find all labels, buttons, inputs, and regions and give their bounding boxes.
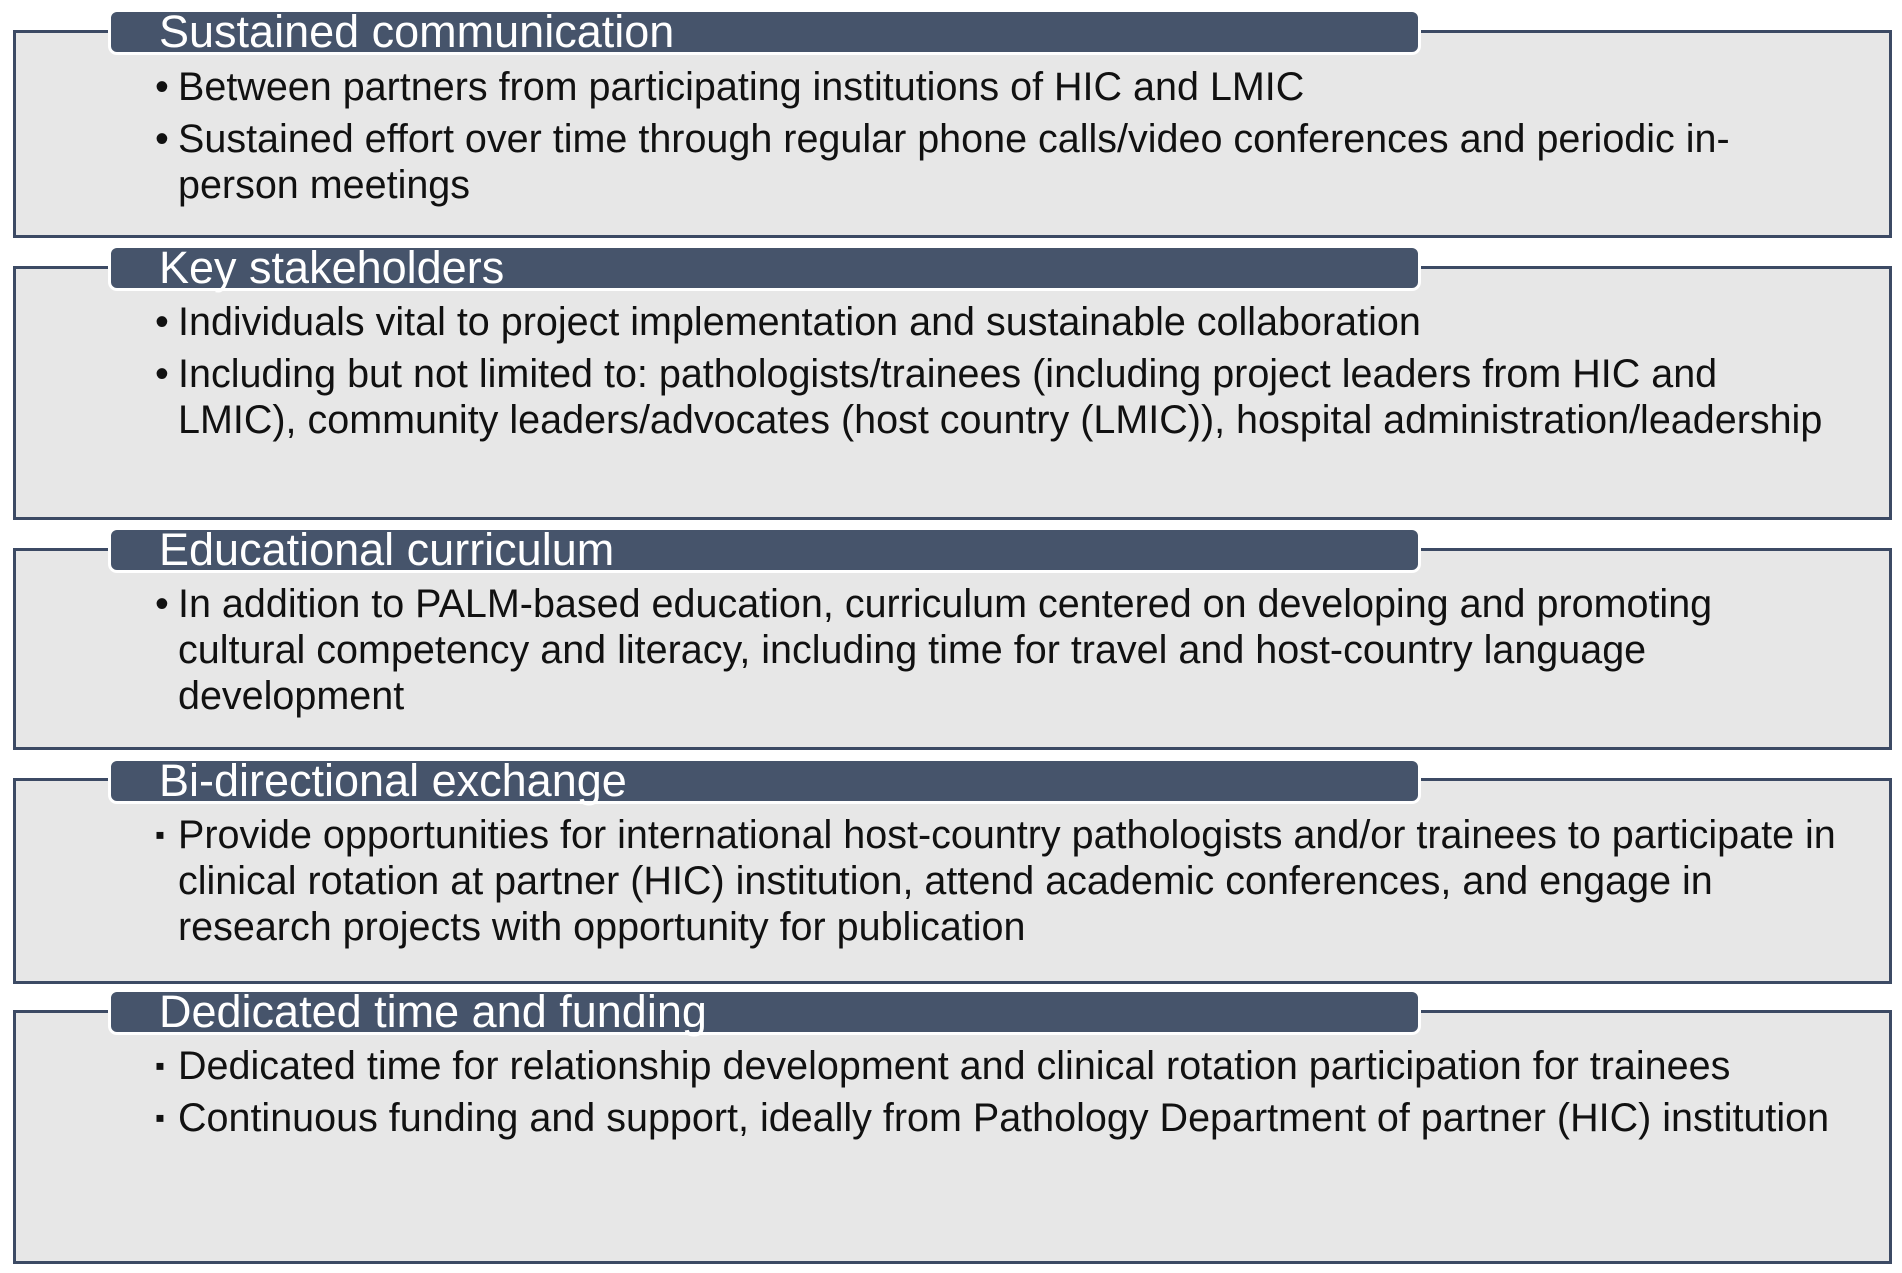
bullet-dot-icon: • [155, 352, 169, 396]
bullet-list [155, 299, 1842, 449]
list-item [155, 299, 1842, 345]
bullet-list [155, 64, 1842, 214]
section-header: Bi-directional exchange [108, 758, 1421, 804]
list-item [155, 812, 1842, 950]
list-item [155, 64, 1842, 110]
item-text: Continuous funding and support, ideally from Pathology Department of partner (HIC) institution [178, 1096, 1830, 1140]
item-text: Individuals vital to project implementation and sustainable collaboration [178, 300, 1421, 344]
section-header: Key stakeholders [108, 245, 1421, 291]
bullet-square-icon: ▪ [155, 1050, 165, 1081]
bullet-dot-icon: • [155, 117, 169, 161]
item-text: Between partners from participating institutions of HIC and LMIC [178, 65, 1305, 109]
section-header: Sustained communication [108, 9, 1421, 55]
list-item [155, 1095, 1842, 1141]
list-item [155, 1043, 1842, 1089]
item-text: Including but not limited to: pathologists/trainees (including project leaders from HIC and LMIC), community leaders/advocates (host country (LMIC)), hospital administration/leadership [178, 352, 1823, 442]
list-item [155, 581, 1842, 719]
list-item [155, 116, 1842, 208]
item-text: Sustained effort over time through regular phone calls/video conferences and periodic in-person meetings [178, 117, 1730, 207]
bullet-square-icon: ▪ [155, 819, 165, 850]
bullet-dot-icon: • [155, 582, 169, 626]
bullet-dot-icon: • [155, 300, 169, 344]
item-text: Dedicated time for relationship development and clinical rotation participation for trainees [178, 1044, 1731, 1088]
bullet-dot-icon: • [155, 65, 169, 109]
item-text: In addition to PALM-based education, curriculum centered on developing and promoting cultural competency and literacy, including time for travel and host-country language development [178, 582, 1713, 718]
section-header: Dedicated time and funding [108, 989, 1421, 1035]
bullet-list [155, 1043, 1842, 1147]
bullet-square-icon: ▪ [155, 1102, 165, 1133]
bullet-list [155, 581, 1842, 725]
section-header: Educational curriculum [108, 527, 1421, 573]
item-text: Provide opportunities for international host-country pathologists and/or trainees to participate in clinical rotation at partner (HIC) institution, attend academic conferences, and engage in research projects with opportunity for publication [178, 813, 1836, 949]
bullet-list [155, 812, 1842, 956]
list-item [155, 351, 1842, 443]
